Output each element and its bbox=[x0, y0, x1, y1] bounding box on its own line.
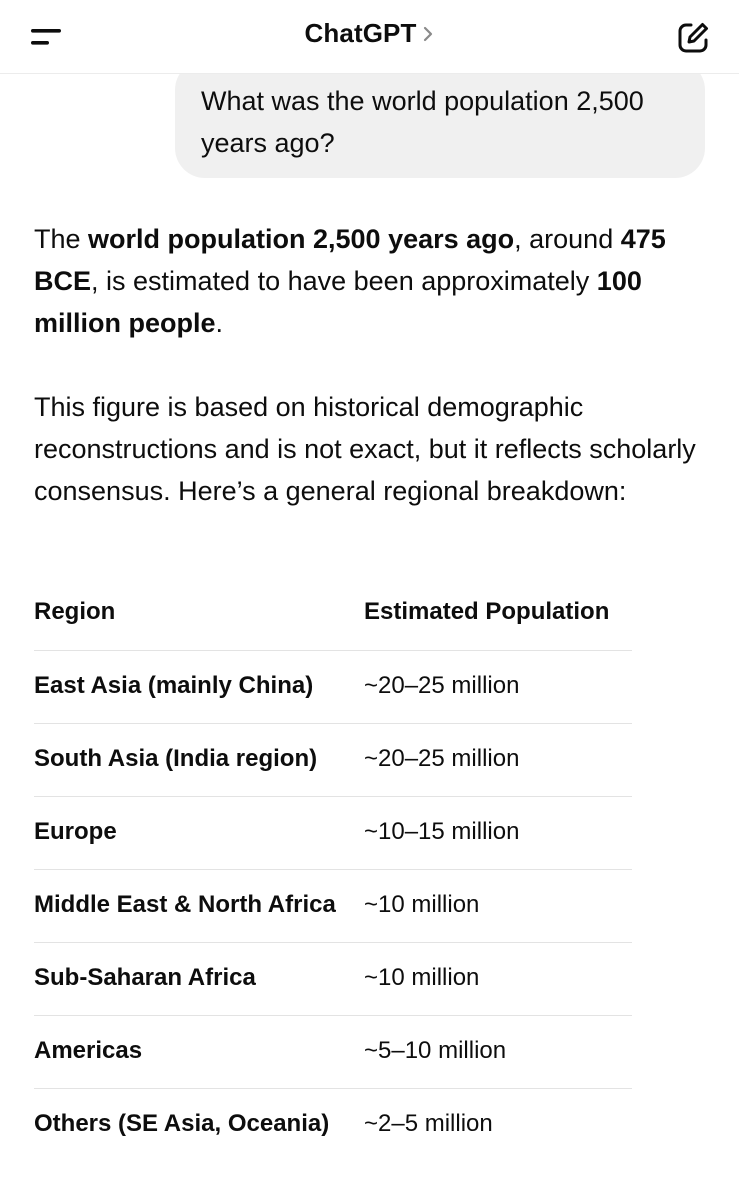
answer-text: The bbox=[34, 224, 89, 254]
population-cell: ~10 million bbox=[364, 870, 632, 943]
chevron-right-icon bbox=[422, 20, 434, 51]
answer-text: , is estimated to have been approximately bbox=[91, 266, 597, 296]
table-header-population: Estimated Population bbox=[364, 598, 610, 625]
app-title: ChatGPT bbox=[304, 18, 417, 48]
answer-paragraph-1 bbox=[34, 218, 704, 344]
table-row bbox=[34, 651, 632, 724]
region-cell: Americas bbox=[34, 1016, 364, 1089]
new-chat-edit-icon bbox=[675, 20, 711, 56]
population-cell: ~2–5 million bbox=[364, 1089, 632, 1162]
table-row bbox=[34, 797, 632, 870]
table-row bbox=[34, 724, 632, 797]
population-cell: ~20–25 million bbox=[364, 651, 632, 724]
new-chat-button[interactable] bbox=[675, 20, 711, 56]
table-row bbox=[34, 1016, 632, 1089]
top-bar bbox=[0, 0, 739, 74]
population-cell: ~5–10 million bbox=[364, 1016, 632, 1089]
assistant-response bbox=[34, 218, 704, 512]
answer-bold-text: 100 million people bbox=[34, 266, 642, 338]
region-cell: Europe bbox=[34, 797, 364, 870]
user-message-text: What was the world population 2,500 years ago? bbox=[201, 86, 644, 158]
answer-bold-text: world population 2,500 years ago bbox=[88, 224, 515, 254]
region-population-table bbox=[34, 580, 632, 1161]
population-cell: ~10 million bbox=[364, 943, 632, 1016]
region-cell: South Asia (India region) bbox=[34, 724, 364, 797]
region-cell: Sub-Saharan Africa bbox=[34, 943, 364, 1016]
answer-paragraph-2: This figure is based on historical demographic reconstructions and is not exact, but it reflects scholarly consensus. Here’s a general regional breakdown: bbox=[34, 392, 696, 506]
table-header-region: Region bbox=[34, 598, 116, 625]
answer-text: . bbox=[215, 308, 224, 338]
region-cell: Middle East & North Africa bbox=[34, 870, 364, 943]
table-row bbox=[34, 1089, 632, 1162]
model-selector-button[interactable] bbox=[0, 18, 739, 51]
answer-text: , around bbox=[514, 224, 621, 254]
table-row bbox=[34, 870, 632, 943]
answer-bold-text: 475 BCE bbox=[34, 224, 666, 296]
user-message-bubble bbox=[175, 60, 705, 178]
table-header-row bbox=[34, 580, 632, 651]
table-row bbox=[34, 943, 632, 1016]
population-cell: ~10–15 million bbox=[364, 797, 632, 870]
population-cell: ~20–25 million bbox=[364, 724, 632, 797]
region-cell: Others (SE Asia, Oceania) bbox=[34, 1089, 364, 1162]
region-cell: East Asia (mainly China) bbox=[34, 651, 364, 724]
